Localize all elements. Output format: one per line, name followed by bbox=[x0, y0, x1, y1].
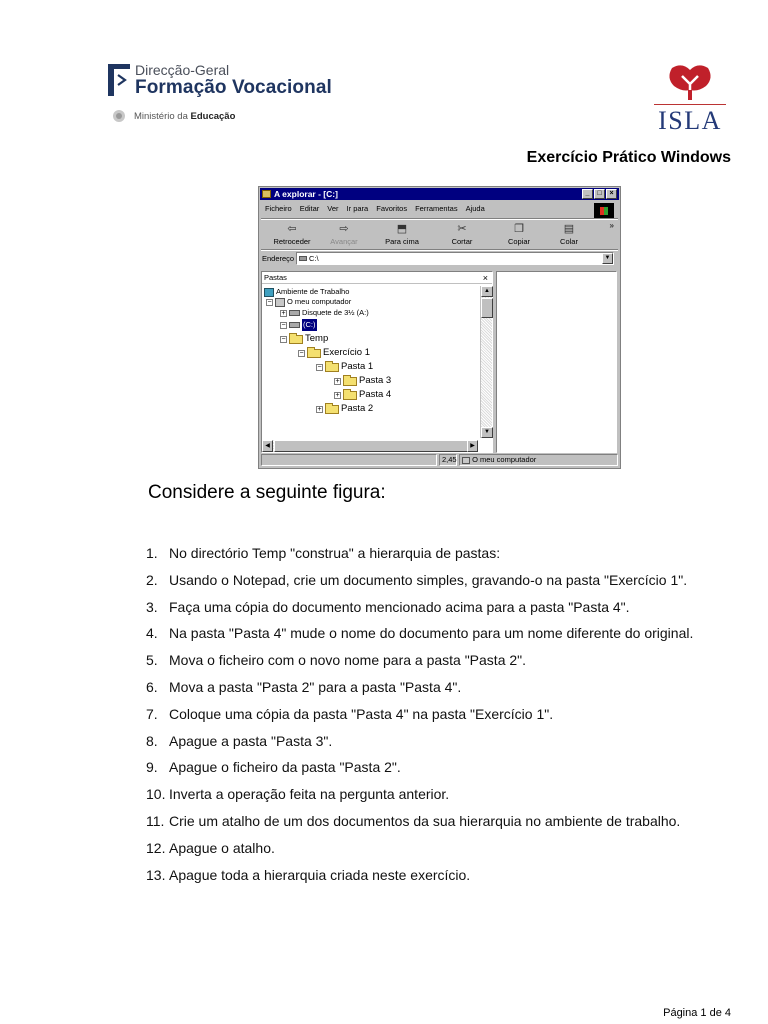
copy-label: Copiar bbox=[507, 237, 531, 246]
toolbar-separator bbox=[261, 249, 618, 251]
forward-arrow-icon: ⇨ bbox=[339, 223, 349, 235]
close-icon[interactable]: × bbox=[606, 189, 617, 199]
collapse-icon[interactable]: − bbox=[281, 321, 286, 329]
explorer-toolbar bbox=[265, 221, 600, 249]
back-arrow-icon: ⇦ bbox=[287, 223, 297, 235]
item-number: 11. bbox=[146, 812, 165, 829]
item-number: 4. bbox=[146, 625, 158, 642]
list-item bbox=[146, 567, 732, 594]
scissors-icon: ✂ bbox=[457, 223, 467, 235]
list-item bbox=[146, 754, 732, 781]
floppy-drive-icon bbox=[289, 310, 300, 316]
item-text: Mova o ficheiro com o novo nome para a pasta "Pasta 2". bbox=[169, 652, 527, 669]
address-value: C:\ bbox=[309, 254, 319, 263]
tree-label-exercicio1: Exercício 1 bbox=[323, 347, 370, 358]
list-item bbox=[146, 728, 732, 755]
item-number: 12. bbox=[146, 839, 166, 856]
item-text: Na pasta "Pasta 4" mude o nome do documento para um nome diferente do original. bbox=[169, 625, 694, 642]
tree-item-drive-c[interactable] bbox=[280, 319, 317, 331]
tree-item-temp[interactable] bbox=[280, 333, 328, 345]
minimize-icon[interactable]: _ bbox=[582, 189, 593, 199]
menu-ficheiro[interactable]: Ficheiro bbox=[265, 204, 292, 213]
hscroll-thumb[interactable] bbox=[274, 440, 474, 452]
tree-item-pasta1[interactable] bbox=[316, 361, 373, 373]
toolbar-overflow-icon[interactable]: » bbox=[609, 221, 614, 230]
expand-icon[interactable]: + bbox=[335, 391, 340, 399]
list-item bbox=[146, 620, 732, 647]
back-label: Retroceder bbox=[273, 237, 311, 246]
item-text: Apague toda a hierarquia criada neste exercício. bbox=[169, 866, 471, 883]
ministry-text bbox=[134, 111, 235, 122]
folders-pane bbox=[261, 271, 493, 453]
status-location-cell bbox=[459, 454, 618, 466]
tree-label-drive-c: (C:) bbox=[303, 320, 316, 329]
hard-drive-icon bbox=[289, 322, 300, 328]
explorer-folder-icon bbox=[262, 190, 271, 198]
drive-icon bbox=[299, 256, 307, 261]
list-item bbox=[146, 808, 732, 835]
list-item bbox=[146, 674, 732, 701]
isla-divider bbox=[654, 104, 726, 105]
tree-label-pasta3: Pasta 3 bbox=[359, 375, 392, 386]
address-bar bbox=[262, 252, 614, 266]
isla-wordmark: ISLA bbox=[658, 106, 722, 135]
status-size: 2,45 bbox=[439, 454, 457, 466]
isla-tree-icon bbox=[648, 62, 732, 104]
item-number: 13. bbox=[146, 866, 166, 883]
scroll-down-icon[interactable]: ▼ bbox=[481, 427, 493, 438]
item-number: 6. bbox=[146, 678, 158, 695]
list-item bbox=[146, 540, 732, 567]
tree-label-pasta1: Pasta 1 bbox=[341, 361, 374, 372]
ministry-logo bbox=[110, 108, 310, 126]
tree-label-pasta4: Pasta 4 bbox=[359, 389, 392, 400]
item-text: Crie um atalho de um dos documentos da sua hierarquia no ambiente de trabalho. bbox=[169, 812, 681, 829]
menu-separator bbox=[261, 218, 618, 220]
folders-pane-title: Pastas bbox=[264, 273, 287, 282]
folder-tree bbox=[262, 286, 478, 438]
list-item bbox=[146, 781, 732, 808]
item-number: 10. bbox=[146, 786, 166, 803]
tree-label-computer: O meu computador bbox=[287, 297, 352, 306]
paste-label: Colar bbox=[560, 237, 578, 246]
up-folder-icon: ⬒ bbox=[396, 223, 408, 235]
scroll-right-icon[interactable]: ▶ bbox=[467, 440, 478, 452]
item-number: 8. bbox=[146, 732, 158, 749]
menu-ajuda[interactable]: Ajuda bbox=[465, 204, 485, 213]
list-item bbox=[146, 862, 732, 889]
org-name-line2: Formação Vocacional bbox=[135, 77, 332, 98]
menu-editar[interactable]: Editar bbox=[299, 204, 320, 213]
forward-label: Avançar bbox=[330, 237, 358, 246]
item-number: 9. bbox=[146, 759, 158, 776]
item-text: Inverta a operação feita na pergunta anterior. bbox=[169, 786, 450, 803]
chevron-down-icon[interactable]: ▼ bbox=[602, 253, 613, 264]
list-item bbox=[146, 647, 732, 674]
item-text: Usando o Notepad, crie um documento simples, gravando-o na pasta "Exercício 1". bbox=[169, 571, 688, 588]
collapse-icon[interactable]: − bbox=[267, 298, 272, 306]
folders-pane-header bbox=[262, 272, 492, 284]
contents-pane[interactable] bbox=[496, 271, 617, 453]
collapse-icon[interactable]: − bbox=[299, 349, 304, 357]
folder-icon bbox=[343, 377, 357, 386]
tree-item-pasta3[interactable] bbox=[334, 375, 391, 387]
address-input[interactable] bbox=[296, 252, 614, 265]
folder-icon bbox=[325, 363, 339, 372]
close-pane-icon[interactable]: × bbox=[482, 273, 488, 283]
scroll-up-icon[interactable]: ▲ bbox=[481, 286, 493, 297]
item-text: Faça uma cópia do documento mencionado acima para a pasta "Pasta 4". bbox=[169, 598, 630, 615]
address-label: Endereço bbox=[262, 254, 295, 263]
folder-icon bbox=[325, 405, 339, 414]
up-button[interactable] bbox=[375, 221, 429, 246]
ministry-bold: Educação bbox=[190, 111, 236, 122]
cut-button[interactable] bbox=[435, 221, 489, 246]
subheading: Considere a seguinte figura: bbox=[148, 482, 386, 503]
computer-icon bbox=[462, 457, 470, 464]
paste-button[interactable] bbox=[542, 221, 596, 246]
folder-icon bbox=[289, 335, 303, 344]
tree-label-pasta2: Pasta 2 bbox=[341, 403, 374, 414]
menu-favoritos[interactable]: Favoritos bbox=[376, 204, 408, 213]
copy-button[interactable] bbox=[492, 221, 546, 246]
horizontal-scrollbar[interactable] bbox=[262, 440, 478, 452]
scroll-thumb[interactable] bbox=[481, 298, 493, 318]
list-item bbox=[146, 701, 732, 728]
expand-icon[interactable]: + bbox=[335, 377, 340, 385]
status-bar bbox=[261, 454, 618, 466]
collapse-icon[interactable]: − bbox=[317, 363, 322, 371]
computer-icon bbox=[275, 298, 285, 307]
item-text: Apague o atalho. bbox=[169, 839, 275, 856]
tree-item-pasta4[interactable] bbox=[334, 389, 391, 401]
page-number: Página 1 de 4 bbox=[663, 1007, 731, 1019]
tree-label-floppy: Disquete de 3½ (A:) bbox=[302, 308, 369, 317]
list-item bbox=[146, 594, 732, 621]
item-number: 5. bbox=[146, 652, 158, 669]
item-text: Coloque uma cópia da pasta "Pasta 4" na pasta "Exercício 1". bbox=[169, 705, 554, 722]
list-item bbox=[146, 835, 732, 862]
menu-ferramentas[interactable]: Ferramentas bbox=[415, 204, 458, 213]
clipboard-icon: ▤ bbox=[563, 223, 575, 235]
item-text: Mova a pasta "Pasta 2" para a pasta "Pasta 4". bbox=[169, 678, 462, 695]
isla-logo bbox=[648, 62, 732, 134]
item-number: 3. bbox=[146, 598, 158, 615]
status-cell-empty bbox=[261, 454, 437, 466]
ministry-prefix: Ministério da bbox=[134, 111, 191, 122]
item-text: No directório Temp "construa" a hierarquia de pastas: bbox=[169, 545, 501, 561]
scroll-left-icon[interactable]: ◀ bbox=[262, 440, 273, 452]
tree-item-exercicio1[interactable] bbox=[298, 347, 370, 359]
menu-ir-para[interactable]: Ir para bbox=[346, 204, 369, 213]
exercise-list bbox=[146, 540, 732, 888]
copy-icon: ❐ bbox=[514, 223, 524, 235]
forward-button[interactable] bbox=[317, 221, 371, 246]
tree-item-floppy[interactable] bbox=[280, 307, 369, 319]
vertical-scrollbar[interactable] bbox=[480, 286, 492, 438]
dgfv-mark-icon bbox=[108, 64, 130, 96]
item-text: Apague a pasta "Pasta 3". bbox=[169, 732, 333, 749]
tree-label-temp: Temp bbox=[305, 333, 329, 344]
dgfv-logo bbox=[108, 62, 368, 102]
tree-item-pasta2[interactable] bbox=[316, 403, 373, 415]
windows-logo-icon bbox=[594, 203, 614, 219]
item-number: 7. bbox=[146, 705, 158, 722]
back-button[interactable] bbox=[265, 221, 319, 246]
explorer-titlebar bbox=[260, 188, 619, 200]
org-name-line1: Direcção-Geral bbox=[135, 62, 230, 78]
explorer-title: A explorar - [C:] bbox=[274, 189, 338, 199]
window-controls bbox=[582, 189, 617, 199]
expand-icon[interactable]: + bbox=[317, 405, 322, 413]
document-title: Exercício Prático Windows bbox=[526, 149, 731, 166]
item-text: Apague o ficheiro da pasta "Pasta 2". bbox=[169, 759, 401, 776]
maximize-icon[interactable]: □ bbox=[594, 189, 605, 199]
item-number: 1. bbox=[146, 545, 158, 561]
folder-icon bbox=[307, 349, 321, 358]
tree-label-desktop: Ambiente de Trabalho bbox=[276, 287, 350, 296]
collapse-icon[interactable]: − bbox=[281, 335, 286, 343]
status-location: O meu computador bbox=[472, 455, 537, 464]
item-number: 2. bbox=[146, 571, 158, 588]
explorer-window bbox=[258, 186, 621, 469]
expand-icon[interactable]: + bbox=[281, 309, 286, 317]
menu-ver[interactable]: Ver bbox=[327, 204, 339, 213]
ministry-emblem-icon bbox=[110, 108, 128, 124]
cut-label: Cortar bbox=[451, 237, 473, 246]
up-label: Para cima bbox=[385, 237, 419, 246]
explorer-menubar bbox=[265, 204, 485, 216]
folder-icon bbox=[343, 391, 357, 400]
